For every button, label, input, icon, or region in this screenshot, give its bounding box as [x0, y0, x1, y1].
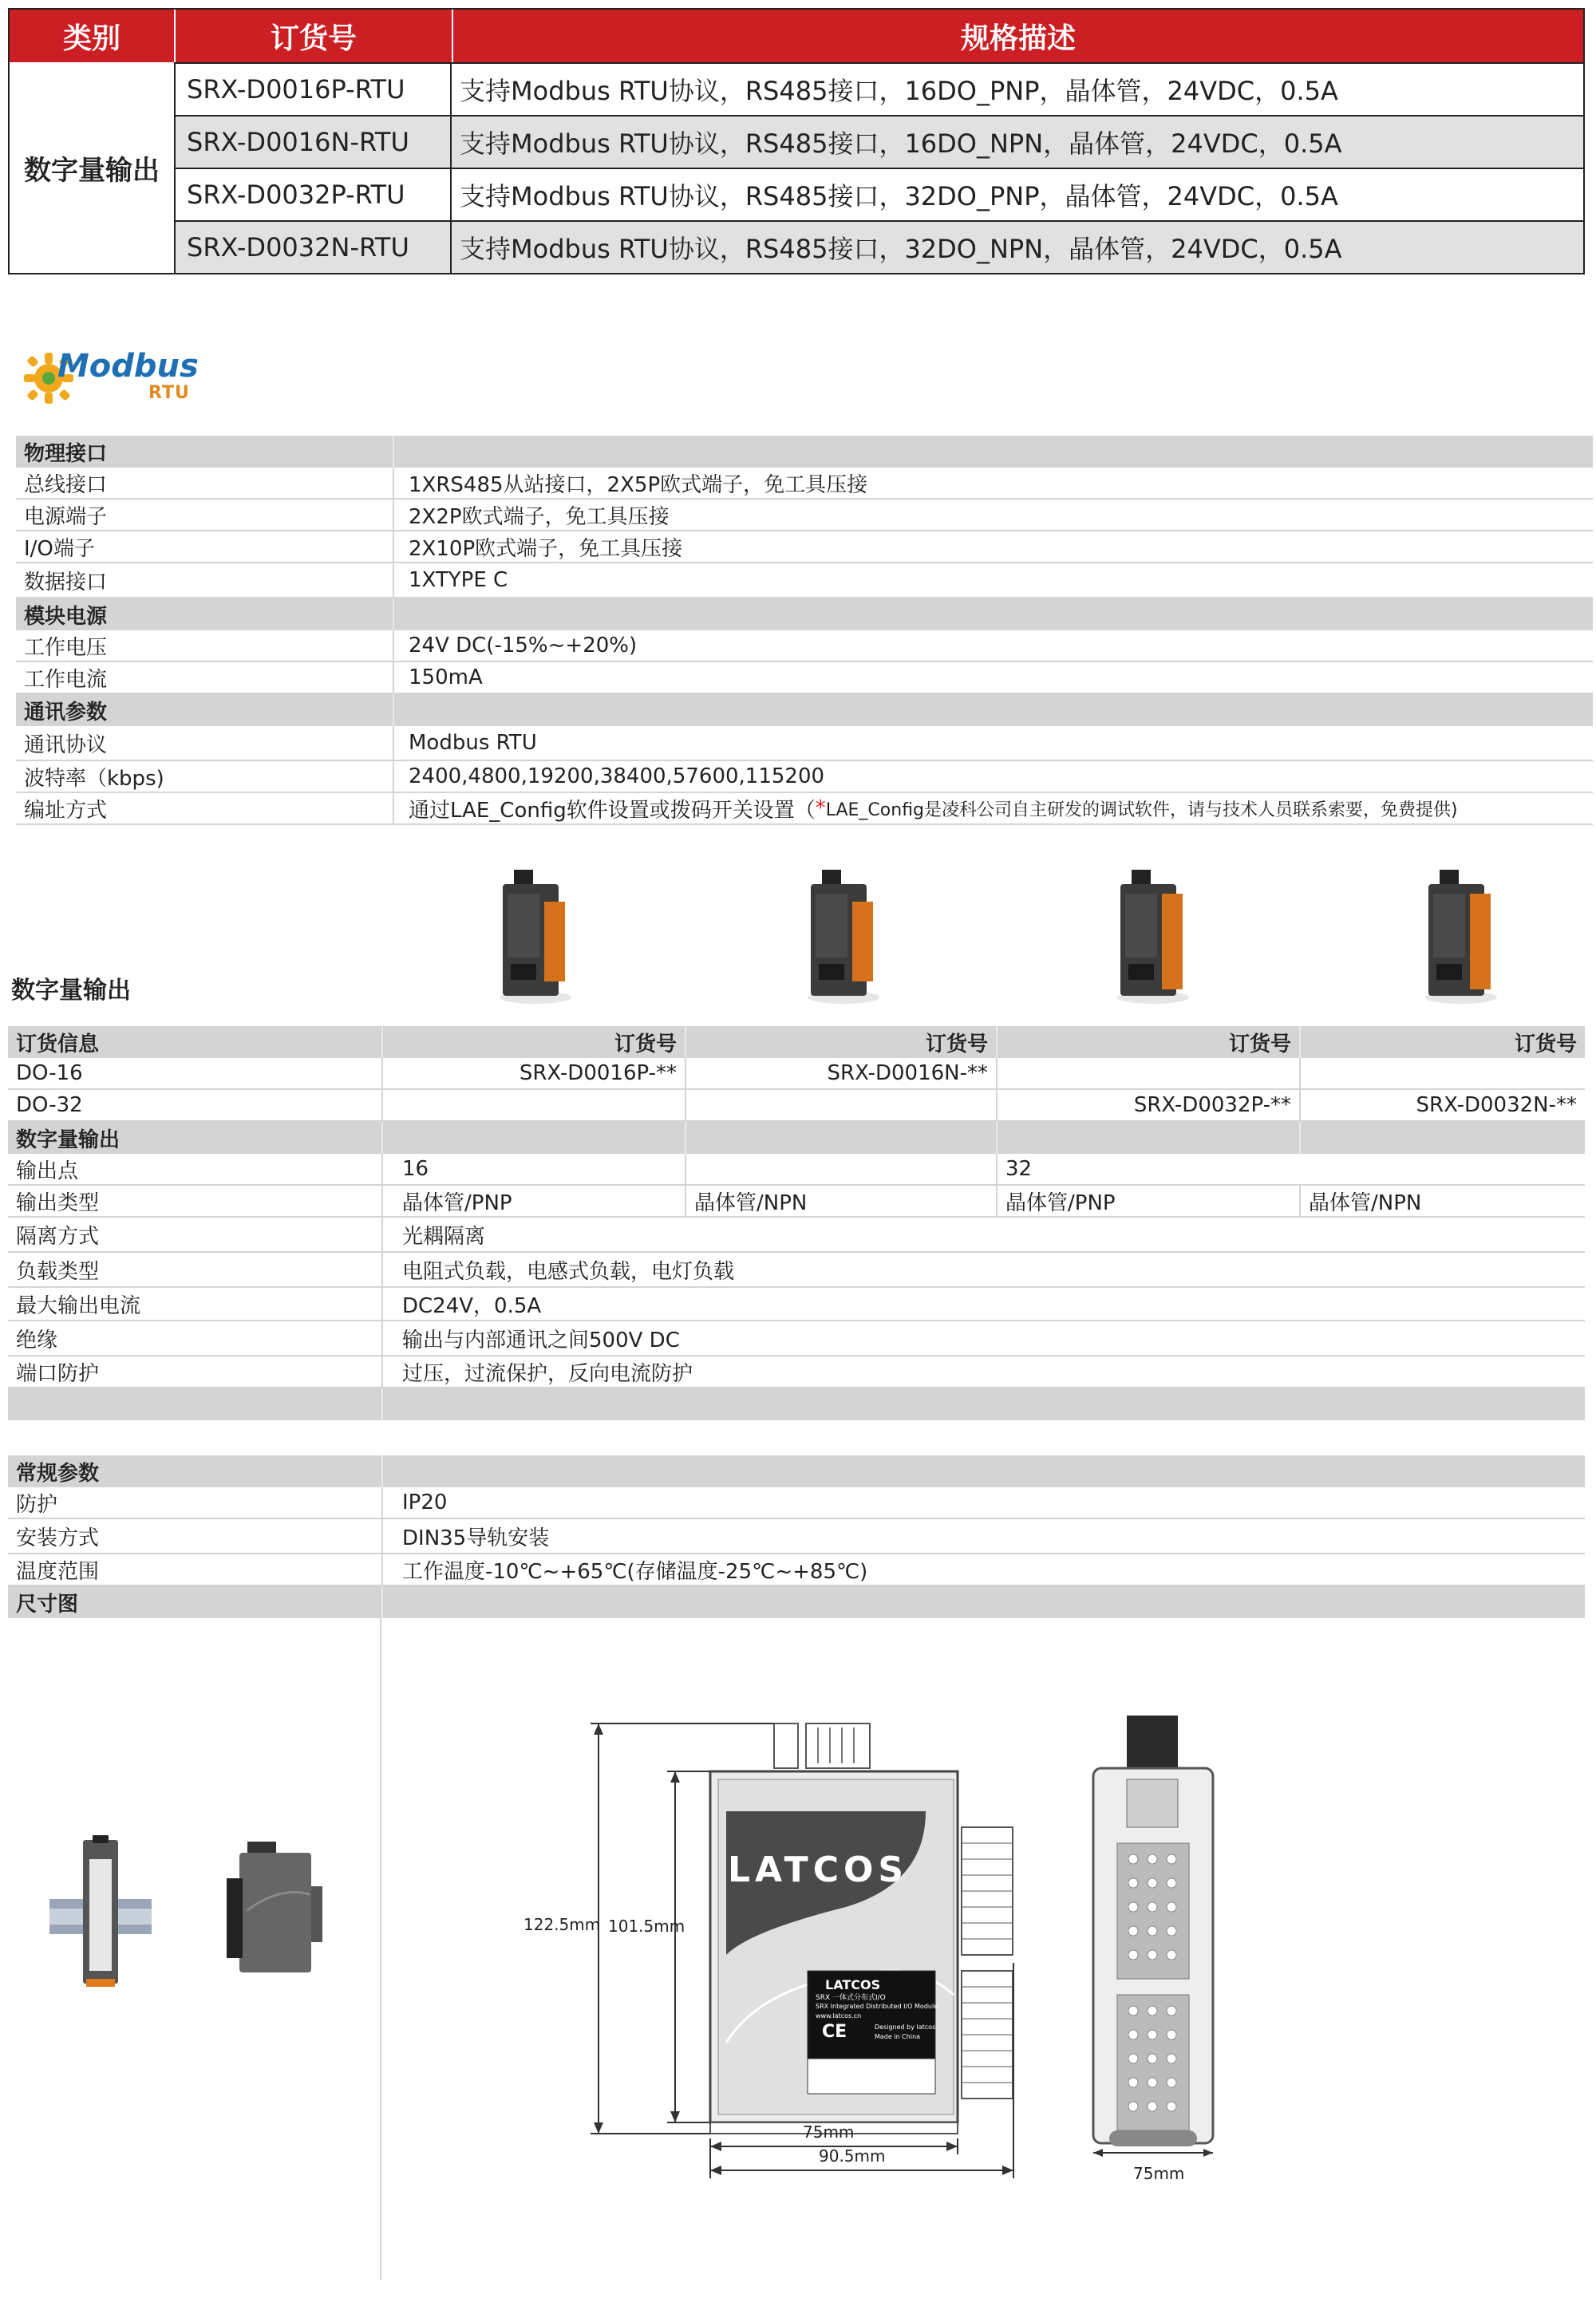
spec-key: 端口防护: [16, 1361, 100, 1386]
type-do32p: 晶体管/PNP: [996, 1186, 1299, 1216]
spec-row: [8, 1519, 1585, 1554]
spec-key: 输出点: [16, 1159, 79, 1183]
spec-row: [16, 662, 1593, 694]
din-rail-front-illustration: [45, 1835, 156, 1995]
header-sku: 订货号: [176, 10, 453, 62]
spec-row: [8, 1253, 1585, 1288]
sku-do16n: SRX-D0016N-**: [685, 1058, 996, 1088]
spec-value: 2400,4800,19200,38400,57600,115200: [393, 761, 1593, 792]
product-photo-do32n: [1417, 870, 1505, 1005]
asterisk: *: [815, 796, 826, 820]
spec-value: DIN35导轨安装: [381, 1519, 1585, 1553]
spec-row: [8, 1218, 1585, 1253]
section-title: 模块电源: [24, 604, 108, 629]
header-description: 规格描述: [453, 10, 1583, 62]
spec-row: [16, 793, 1593, 825]
order-no-label: 订货号: [685, 1026, 996, 1058]
spec-row: [16, 563, 1593, 598]
spec-key: 安装方式: [16, 1526, 100, 1550]
spec-key: 最大输出电流: [16, 1293, 141, 1318]
spec-value: DC24V，0.5A: [381, 1288, 1585, 1320]
spec-value: 工作温度-10℃~+65℃(存储温度-25℃~+85℃): [381, 1554, 1585, 1585]
spec-value: 输出与内部通讯之间500V DC: [381, 1321, 1585, 1355]
drawing-brand-text: LATCOS: [728, 1850, 909, 1890]
header-category: 类别: [10, 10, 176, 62]
section-row: [16, 436, 1593, 468]
product-photo-do16p: [492, 870, 579, 1005]
spec-key: 输出类型: [16, 1190, 100, 1215]
spec-value: 150mA: [393, 662, 1593, 693]
dim-width-inner: 75mm: [803, 2122, 855, 2142]
spec-key: I/O端子: [24, 536, 95, 561]
label-line3: www.latcos.cn: [816, 2012, 862, 2020]
section-title: 数字量输出: [16, 1127, 120, 1152]
spec-key: 波特率（kbps): [24, 766, 164, 791]
sku-cell: SRX-D0032N-RTU: [176, 222, 452, 273]
label-made1: Designed by latcos: [875, 2024, 936, 2031]
label-made2: Made in China: [875, 2033, 921, 2040]
spec-row: [8, 1487, 1585, 1519]
label-brand: LATCOS: [825, 1977, 881, 1992]
section-title: 常规参数: [16, 1461, 100, 1486]
section-row: [16, 694, 1593, 726]
type-do16n: 晶体管/NPN: [685, 1186, 996, 1216]
spec-key: 防护: [16, 1492, 58, 1517]
product-photo-do32p: [1109, 870, 1197, 1005]
dim-width-side: 75mm: [1133, 2164, 1185, 2183]
output-points-row: [8, 1154, 1585, 1186]
points-16: 16: [381, 1154, 685, 1184]
sku-cell: SRX-D0016P-RTU: [176, 64, 452, 115]
drawing-divider: [380, 1618, 381, 2280]
dim-height-inner: 101.5mm: [608, 1917, 685, 1936]
spec-key: 负载类型: [16, 1259, 100, 1284]
spec-value: 2X2P欧式端子，免工具压接: [393, 499, 1593, 530]
spec-key: 隔离方式: [16, 1224, 100, 1249]
order-no-label: 订货号: [381, 1026, 685, 1058]
do-header-row: [8, 1026, 1585, 1058]
spec-value: IP20: [381, 1487, 1585, 1518]
spec-key: 通讯协议: [24, 732, 108, 757]
order-info-label: 订货信息: [16, 1032, 100, 1056]
spec-key: 温度范围: [16, 1559, 100, 1584]
spec-key: 总线接口: [24, 472, 108, 497]
label-line1: SRX 一体式分布式I/O: [816, 1994, 886, 2002]
spec-row: [16, 630, 1593, 662]
order-no-label: 订货号: [996, 1026, 1299, 1058]
dim-height-outer: 122.5mm: [523, 1915, 601, 1934]
section-row: [16, 598, 1593, 630]
do16-row: [8, 1058, 1585, 1090]
spec-key: 数据接口: [24, 570, 108, 594]
sku-do16p: SRX-D0016P-**: [381, 1058, 685, 1088]
spec-key: 电源端子: [24, 504, 108, 529]
general-section-row: [8, 1455, 1585, 1487]
spec-key: 编址方式: [24, 798, 108, 823]
table-row: [176, 62, 1583, 115]
description-cell: 支持Modbus RTU协议，RS485接口，32DO_NPN，晶体管，24VDC，0.5A: [460, 234, 1342, 264]
description-cell: 支持Modbus RTU协议，RS485接口，32DO_PNP，晶体管，24VDC，0.5A: [460, 181, 1338, 211]
section-title: 物理接口: [24, 441, 108, 466]
order-table: [8, 8, 1585, 274]
spec-row: [16, 726, 1593, 761]
spacer-row: [8, 1388, 1585, 1420]
addressing-main: 通过LAE_Config软件设置或拨码开关设置（: [409, 798, 816, 823]
spec-value: 24V DC(-15%~+20%): [393, 630, 1593, 661]
description-cell: 支持Modbus RTU协议，RS485接口，16DO_NPN，晶体管，24VDC，0.5A: [460, 128, 1342, 159]
table-row: [176, 220, 1583, 273]
dims-section-row: [8, 1586, 1585, 1618]
spec-value: 1XTYPE C: [393, 563, 1593, 597]
spec-value: Modbus RTU: [393, 726, 1593, 760]
dimension-drawing-side: [1085, 1716, 1229, 2162]
spec-value: 电阻式负载，电感式负载，电灯负载: [381, 1253, 1585, 1286]
table-row: [176, 168, 1583, 220]
do32-row: [8, 1090, 1585, 1122]
order-no-label: 订货号: [1299, 1026, 1585, 1058]
do-section-heading: 数字量输出: [11, 977, 131, 1005]
do16-label: DO-16: [16, 1061, 83, 1085]
spec-value: 2X10P欧式端子，免工具压接: [393, 531, 1593, 562]
spec-row: [16, 531, 1593, 563]
product-photo-do16n: [800, 870, 887, 1005]
sku-cell: SRX-D0032P-RTU: [176, 169, 452, 220]
sku-do32n: SRX-D0032N-**: [1299, 1090, 1585, 1120]
spec-row: [8, 1288, 1585, 1321]
category-cell: 数字量输出: [10, 62, 176, 273]
dim-width-outer: 90.5mm: [819, 2146, 886, 2166]
spec-row: [8, 1554, 1585, 1586]
label-line2: SRX Integrated Distributed I/O Module: [816, 2003, 938, 2010]
spec-value: 1XRS485从站接口，2X5P欧式端子，免工具压接: [393, 468, 1593, 498]
type-do16p: 晶体管/PNP: [381, 1186, 685, 1216]
output-type-row: [8, 1186, 1585, 1218]
do32-label: DO-32: [16, 1093, 83, 1117]
spec-row: [8, 1321, 1585, 1356]
spec-row: [8, 1356, 1585, 1388]
points-32: 32: [996, 1154, 1585, 1184]
spec-key: 工作电压: [24, 635, 108, 660]
modbus-rtu-text: RTU: [148, 383, 190, 403]
din-rail-side-illustration: [223, 1838, 327, 1990]
spec-value: 光耦隔离: [381, 1218, 1585, 1251]
modbus-wordmark: Modbus: [57, 348, 199, 385]
sku-do32p: SRX-D0032P-**: [996, 1090, 1299, 1120]
sku-cell: SRX-D0016N-RTU: [176, 116, 452, 168]
addressing-note: LAE_Config是凌科公司自主研发的调试软件，请与技术人员联系索要，免费提供): [825, 800, 1458, 820]
table-row: [176, 115, 1583, 168]
ce-mark-icon: CE: [822, 2022, 847, 2042]
spec-row: [16, 761, 1593, 793]
spec-key: 工作电流: [24, 667, 108, 692]
section-title: 通讯参数: [24, 700, 108, 725]
do-subsection-row: [8, 1122, 1585, 1154]
type-do32n: 晶体管/NPN: [1299, 1186, 1585, 1216]
spec-value: 过压，过流保护，反向电流防护: [381, 1356, 1585, 1387]
section-title: 尺寸图: [16, 1592, 79, 1617]
modbus-logo: [21, 348, 204, 412]
spec-value: [393, 793, 1593, 823]
spec-row: [16, 499, 1593, 531]
spec-row: [16, 468, 1593, 499]
description-cell: 支持Modbus RTU协议，RS485接口，16DO_PNP，晶体管，24VDC，0.5A: [460, 76, 1338, 106]
spec-key: 绝缘: [16, 1328, 58, 1352]
